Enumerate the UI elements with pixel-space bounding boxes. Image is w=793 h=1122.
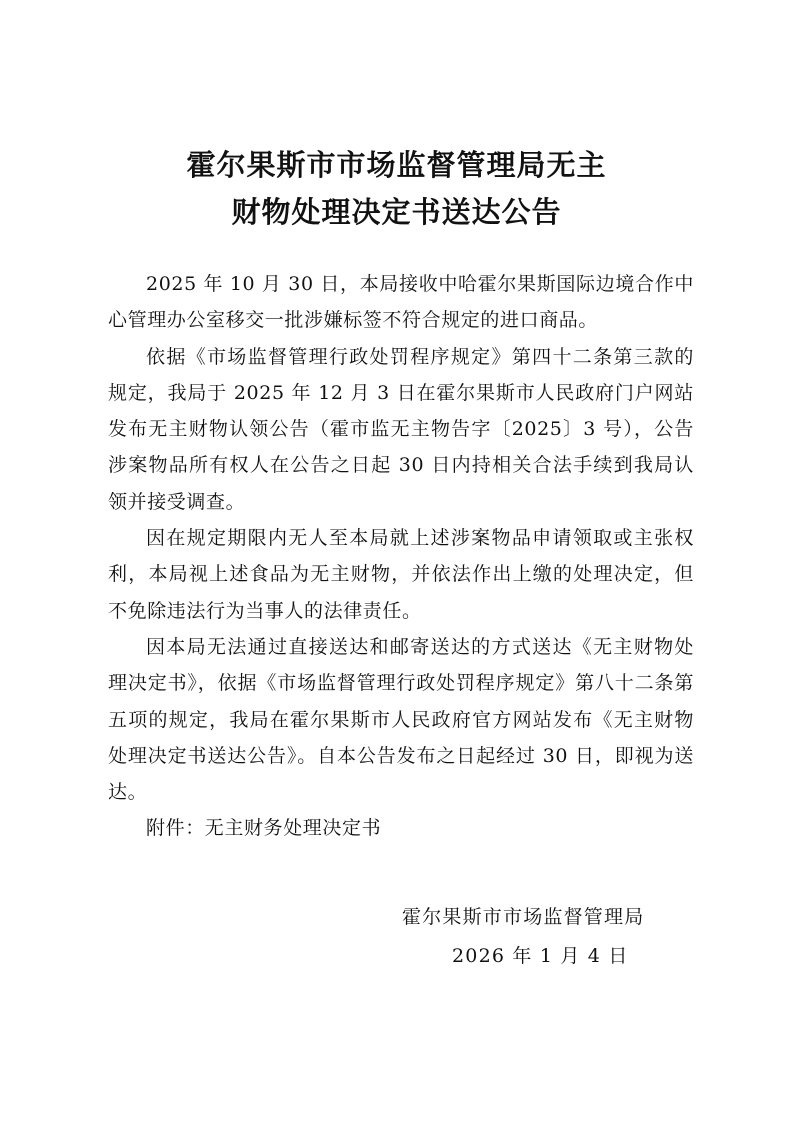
signature-date: 2026 年 1 月 4 日 [452, 945, 629, 967]
signature-organization: 霍尔果斯市市场监督管理局 [402, 906, 645, 928]
paragraph-receipt: 2025 年 10 月 30 日，本局接收中哈霍尔果斯国际边境合作中心管理办公室移交一批涉嫌标签不符合规定的进口商品。 [108, 273, 694, 332]
paragraph-attachment: 附件：无主财务处理决定书 [146, 817, 382, 840]
document-title-line-2: 财物处理决定书送达公告 [231, 195, 562, 229]
paragraph-decision: 因在规定期限内无人至本局就上述涉案物品申请领取或主张权利，本局视上述食品为无主财物，并依法作出上缴的处理决定，但不免除违法行为当事人的法律责任。 [108, 527, 694, 622]
paragraph-service: 因本局无法通过直接送达和邮寄送达的方式送达《无主财物处理决定书》，依据《市场监督管理行政处罚程序规定》第八十二条第五项的规定，我局在霍尔果斯市人民政府官方网站发布《无主财物处理决定书送达公告》。自本公告发布之日起经过 30 日，即视为送达。 [108, 635, 694, 804]
document-title-line-1: 霍尔果斯市市场监督管理局无主 [186, 148, 607, 182]
paragraph-claim-notice: 依据《市场监督管理行政处罚程序规定》第四十二条第三款的规定，我局于 2025 年 12 月 3 日在霍尔果斯市人民政府门户网站发布无主财物认领公告（霍市监无主物告字〔2025〕3 号），公告涉案物品所有权人在公告之日起 30 日内持相关合法手续到我局认领并接受调查。 [108, 345, 694, 513]
document-body [108, 266, 694, 847]
